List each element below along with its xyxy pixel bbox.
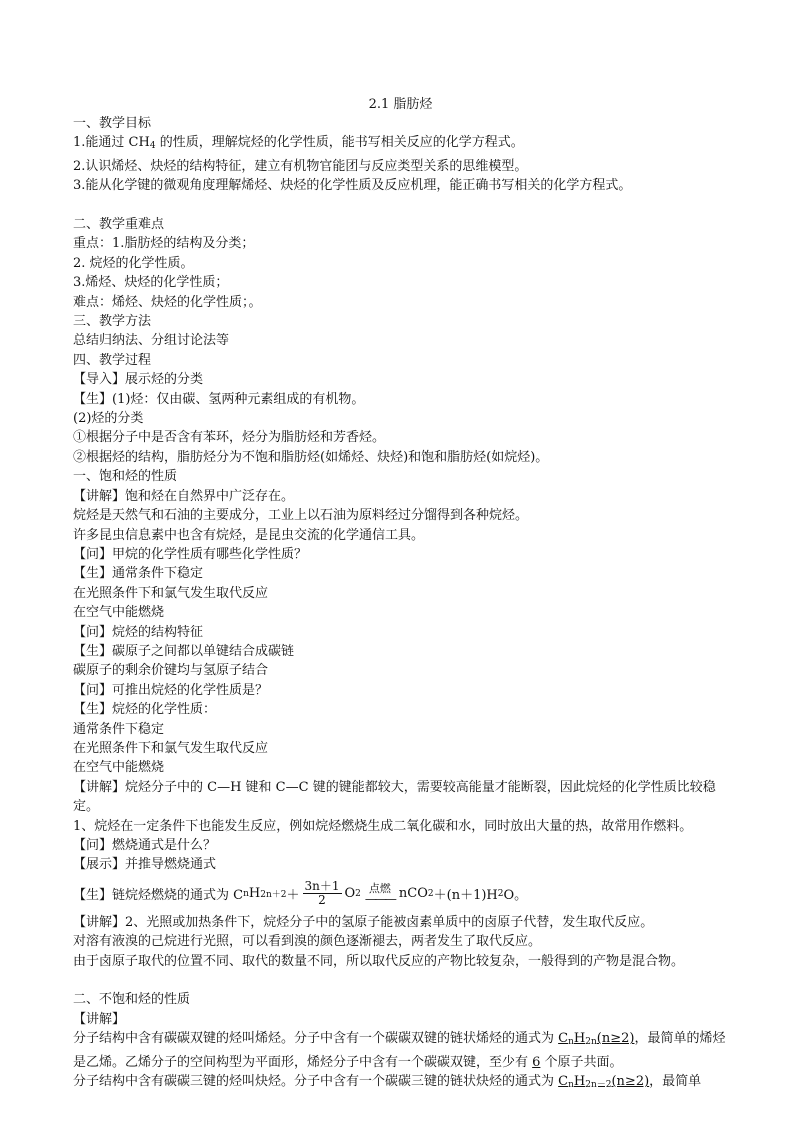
section-heading: 二、不饱和烃的性质 bbox=[73, 992, 191, 1008]
paragraph: ①根据分子中是否含有苯环，烃分为脂肪烃和芳香烃。 bbox=[73, 430, 386, 446]
section-heading: 一、饱和烃的性质 bbox=[73, 469, 178, 485]
paragraph: 在空气中能燃烧 bbox=[73, 760, 165, 776]
paragraph: 分子结构中含有碳碳三键的烃叫炔烃。分子中含有一个碳碳三键的链状炔烃的通式为 $C_nH_{2n-2}(n\ge 2)$，最简单 bbox=[73, 1074, 702, 1091]
paragraph: 烷烃是天然气和石油的主要成分，工业上以石油为原料经过分馏得到各种烷烃。 bbox=[73, 508, 529, 524]
paragraph: 【展示】并推导燃烧通式 bbox=[73, 857, 217, 873]
paragraph: (2)烃的分类 bbox=[73, 411, 144, 427]
paragraph: 在光照条件下和氯气发生取代反应 bbox=[73, 740, 269, 756]
paragraph: 分子结构中含有碳碳双键的烃叫烯烃。分子中含有一个碳碳双键的链状烯烃的通式为 $C_nH_{2n}(n\ge 2)$，最简单的烯烃是乙烯。乙烯分子的空间构型为平面形，烯烃分子中含有一个碳碳双键，至少有 6 个原子共面。 bbox=[73, 1031, 726, 1070]
paragraph: 【生】碳原子之间都以单键结合成碳链 bbox=[73, 643, 295, 659]
alkene-formula: $C_nH_{2n}(n\ge 2)$ bbox=[558, 1031, 635, 1048]
paragraph: 碳原子的剩余价键均与氢原子结合 bbox=[73, 663, 269, 679]
paragraph: 在光照条件下和氯气发生取代反应 bbox=[73, 585, 269, 601]
page-title: 2.1 脂肪烃 bbox=[368, 97, 433, 112]
paragraph: 1、烷烃在一定条件下也能发生反应，例如烷烃燃烧生成二氧化碳和水，同时放出大量的热，故常用作燃料。 bbox=[73, 818, 693, 834]
paragraph: 【导入】展示烃的分类 bbox=[73, 372, 204, 388]
section-heading: 四、教学过程 bbox=[73, 352, 152, 368]
reaction-arrow: 点燃 ——— bbox=[364, 881, 395, 906]
paragraph: 由于卤原子取代的位置不同、取代的数量不同，所以取代反应的产物比较复杂，一般得到的产物是混合物。 bbox=[73, 953, 685, 969]
paragraph: 难点：烯烃、炔烃的化学性质；。 bbox=[73, 294, 262, 310]
paragraph: 【问】燃烧通式是什么？ bbox=[73, 838, 217, 854]
paragraph: 【生】(1)烃：仅由碳、氢两种元素组成的有机物。 bbox=[73, 391, 365, 407]
spacer bbox=[73, 196, 728, 215]
document-page bbox=[73, 95, 728, 1095]
paragraph: 通常条件下稳定 bbox=[73, 721, 165, 737]
paragraph: 【讲解】烷烃分子中的 C—H 键和 C—C 键的键能都较大，需要较高能量才能断裂，因此烷烃的化学性质比较稳定。 bbox=[73, 779, 716, 815]
combustion-formula: 【生】链烷烃燃烧的通式为 C n H 2n＋2 ＋ $\frac{3n+1}{2}$ O 2 点燃 ——— nCO 2 ＋(n＋1)H 2 O。 bbox=[73, 879, 528, 908]
section-heading: 二、教学重难点 bbox=[73, 217, 165, 233]
fraction: $\frac{3n+1}{2}$ bbox=[304, 879, 340, 908]
section-heading: 三、教学方法 bbox=[73, 314, 152, 330]
paragraph: 【问】可推出烷烃的化学性质是？ bbox=[73, 682, 269, 698]
paragraph: 总结归纳法、分组讨论法等 bbox=[73, 333, 230, 349]
alkyne-formula: $C_nH_{2n-2}(n\ge 2)$ bbox=[558, 1074, 650, 1091]
paragraph: ②根据烃的结构，脂肪烃分为不饱和脂肪烃(如烯烃、炔烃)和饱和脂肪烃(如烷烃)。 bbox=[73, 449, 549, 465]
paragraph: 对溶有液溴的己烷进行光照，可以看到溴的颜色逐渐褪去，两者发生了取代反应。 bbox=[73, 934, 542, 950]
paragraph: 重点：1.脂肪烃的结构及分类； bbox=[73, 236, 255, 252]
paragraph: 【讲解】饱和烃在自然界中广泛存在。 bbox=[73, 488, 295, 504]
paragraph: 在空气中能燃烧 bbox=[73, 605, 165, 621]
paragraph: 【生】烷烃的化学性质： bbox=[73, 702, 217, 718]
paragraph: 【讲解】 bbox=[73, 1011, 126, 1027]
paragraph: 2.认识烯烃、炔烃的结构特征，建立有机物官能团与反应类型关系的思维模型。 bbox=[73, 158, 528, 174]
paragraph: 1.能通过 $CH_4$ 的性质，理解烷烃的化学性质，能书写相关反应的化学方程式。 bbox=[73, 135, 524, 152]
paragraph: 【生】通常条件下稳定 bbox=[73, 566, 204, 582]
paragraph: 2. 烷烃的化学性质。 bbox=[73, 255, 194, 271]
paragraph: 【问】烷烃的结构特征 bbox=[73, 624, 204, 640]
paragraph: 【讲解】2、光照或加热条件下，烷烃分子中的氢原子能被卤素单质中的卤原子代替，发生取代反应。 bbox=[73, 914, 654, 930]
paragraph: 许多昆虫信息素中也含有烷烃，是昆虫交流的化学通信工具。 bbox=[73, 527, 425, 543]
paragraph: 3.烯烃、炔烃的化学性质； bbox=[73, 275, 229, 291]
paragraph: 3.能从化学键的微观角度理解烯烃、炔烃的化学性质及反应机理，能正确书写相关的化学方程式。 bbox=[73, 178, 632, 194]
section-heading: 一、教学目标 bbox=[73, 116, 152, 131]
paragraph: 【问】甲烷的化学性质有哪些化学性质？ bbox=[73, 546, 308, 562]
spacer bbox=[73, 971, 728, 990]
